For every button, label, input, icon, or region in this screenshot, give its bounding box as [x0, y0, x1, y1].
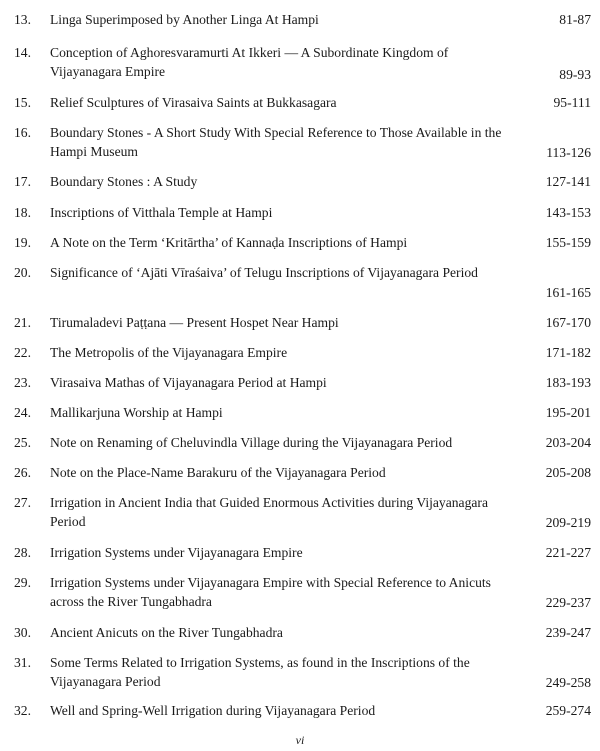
- entry-title: Virasaiva Mathas of Vijayanagara Period at Hampi: [50, 375, 327, 390]
- entry-pages: 161-165: [545, 285, 591, 300]
- entry-pages: 221-227: [545, 545, 591, 560]
- entry-title: Irrigation Systems under Vijayanagara Empire: [50, 545, 303, 560]
- entry-number: 14.: [14, 45, 31, 60]
- entry-title: The Metropolis of the Vijayanagara Empire: [50, 345, 288, 360]
- entry-number: 13.: [14, 12, 31, 27]
- entry-number: 19.: [14, 235, 31, 250]
- entry-pages: 81-87: [559, 12, 591, 27]
- page-number: vi: [295, 733, 305, 747]
- entry-title: Well and Spring-Well Irrigation during Vijayanagara Period: [50, 703, 376, 718]
- entry-number: 17.: [14, 174, 31, 189]
- entry-number: 22.: [14, 345, 31, 360]
- entry-title: Linga Superimposed by Another Linga At Hampi: [50, 12, 319, 27]
- entry-number: 24.: [14, 405, 31, 420]
- entry-title: Relief Sculptures of Virasaiva Saints at Bukkasagara: [50, 95, 337, 110]
- entry-title: Irrigation Systems under Vijayanagara Empire with Special Reference to Anicuts across the River Tungabhadra: [50, 575, 491, 609]
- entry-pages: 155-159: [545, 235, 591, 250]
- entry-pages: 89-93: [559, 67, 591, 82]
- entry-number: 29.: [14, 575, 31, 590]
- entry-number: 20.: [14, 265, 31, 280]
- entry-title: Conception of Aghoresvaramurti At Ikkeri — A Subordinate Kingdom of Vijayanagara Empire: [50, 45, 449, 79]
- entry-title: Irrigation in Ancient India that Guided Enormous Activities during Vijayanagara Period: [50, 495, 488, 529]
- entry-number: 31.: [14, 655, 31, 670]
- entry-title: Note on the Place-Name Barakuru of the Vijayanagara Period: [50, 465, 386, 480]
- entry-number: 16.: [14, 125, 31, 140]
- entry-number: 30.: [14, 625, 31, 640]
- entry-number: 32.: [14, 703, 31, 718]
- entry-number: 23.: [14, 375, 31, 390]
- entry-title: Significance of ‘Ajāti Vīraśaiva’ of Telugu Inscriptions of Vijayanagara Period: [50, 265, 478, 280]
- entry-title: Boundary Stones : A Study: [50, 174, 198, 189]
- entry-pages: 239-247: [545, 625, 591, 640]
- entry-title: Some Terms Related to Irrigation Systems, as found in the Inscriptions of the Vijayanagara Period: [50, 655, 470, 689]
- entry-pages: 229-237: [545, 595, 591, 610]
- entry-title: A Note on the Term ‘Kritārtha’ of Kannaḍa Inscriptions of Hampi: [50, 235, 408, 250]
- entry-pages: 143-153: [545, 205, 591, 220]
- entry-pages: 127-141: [545, 174, 591, 189]
- entry-title: Inscriptions of Vitthala Temple at Hampi: [50, 205, 273, 220]
- entry-pages: 183-193: [545, 375, 591, 390]
- entry-pages: 113-126: [546, 145, 591, 160]
- entry-pages: 209-219: [545, 515, 591, 530]
- entry-number: 27.: [14, 495, 31, 510]
- entry-title: Note on Renaming of Cheluvindla Village during the Vijayanagara Period: [50, 435, 453, 450]
- entry-number: 25.: [14, 435, 31, 450]
- entry-pages: 259-274: [545, 703, 591, 718]
- entry-pages: 171-182: [545, 345, 591, 360]
- entry-pages: 195-201: [545, 405, 591, 420]
- entry-pages: 205-208: [545, 465, 591, 480]
- entry-number: 26.: [14, 465, 31, 480]
- entry-number: 18.: [14, 205, 31, 220]
- entry-number: 21.: [14, 315, 31, 330]
- entry-title: Ancient Anicuts on the River Tungabhadra: [50, 625, 283, 640]
- entry-pages: 249-258: [545, 675, 591, 690]
- entry-number: 15.: [14, 95, 31, 110]
- entry-pages: 167-170: [545, 315, 591, 330]
- entry-number: 28.: [14, 545, 31, 560]
- entry-title: Mallikarjuna Worship at Hampi: [50, 405, 223, 420]
- entry-title: Tirumaladevi Paṭṭana — Present Hospet Near Hampi: [50, 315, 339, 330]
- entry-title: Boundary Stones - A Short Study With Special Reference to Those Available in the Hampi Museum: [50, 125, 502, 159]
- entry-pages: 203-204: [545, 435, 591, 450]
- entry-pages: 95-111: [553, 95, 591, 110]
